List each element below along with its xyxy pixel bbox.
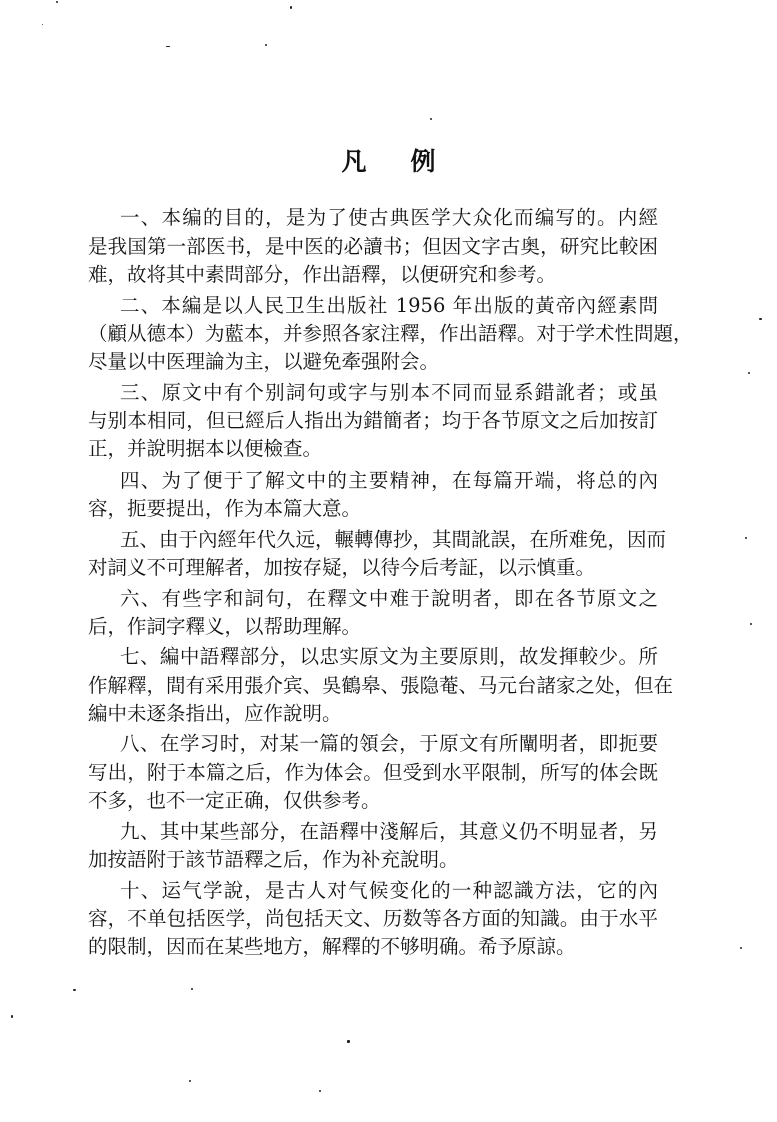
paragraph-line: 是我国第一部医书，是中医的必讀书；但因文字古奥，研究比較困 [88,235,658,258]
paragraph-line: 后，作詞字釋义，以帮助理解。 [88,615,362,638]
paragraph-line: 十、运气学說，是古人对气候变化的一种認識方法，它的內 [120,879,658,902]
paragraph-line: 容，扼要提出，作为本篇大意。 [88,497,362,520]
paragraph-line: 写出，附于本篇之后，作为体会。但受到水平限制，所写的体会既 [88,761,658,784]
paragraph-line: 五、由于內經年代久远，輾轉傳抄，其間訛誤，在所难免，因而 [120,528,667,551]
paragraph-line: 加按語附于該节語釋之后，作为补充說明。 [88,848,459,871]
page-title [0,142,777,178]
paragraph-line: 不多，也不一定正确，仅供参考。 [88,789,381,812]
paragraph-line: 三、原文中有个别詞句或字与别本不同而显系錯訛者；或虽 [120,381,658,404]
paragraph-line: 六、有些字和詞句，在釋文中难于說明者，即在各节原文之 [120,587,658,610]
title-char-1: 凡 [341,147,367,176]
title-char-2: 例 [410,147,436,176]
paragraph-line: 难，故将其中素問部分，作出語釋，以便研究和参考。 [88,263,557,286]
paragraph-line: 四、为了便于了解文中的主要精神，在每篇开端，将总的內 [120,469,658,492]
paragraph-line: 的限制，因而在某些地方，解釋的不够明确。希予原諒。 [88,935,576,958]
paragraph-line: 尽量以中医理論为主，以避免牽强附会。 [88,350,440,373]
paragraph-line: 容，不单包括医学，尚包括天文、历数等各方面的知識。由于水平 [88,907,658,930]
paragraph-line: 一、本编的目的，是为了使古典医学大众化而编写的。内經 [120,206,658,229]
paragraph-line: 九、其中某些部分，在語釋中淺解后，其意义仍不明显者，另 [120,820,658,843]
paragraph-line: 作解釋，間有采用張介宾、吳鶴皋、張隐菴、马元台諸家之处，但在 [88,674,674,697]
paragraph-line: 編中未逐条指出，应作說明。 [88,702,342,725]
paragraph-line: 与别本相同，但已經后人指出为錯簡者；均于各节原文之后加按訂 [88,409,658,432]
paragraph-line: 对詞义不可理解者，加按存疑，以待今后考証，以示慎重。 [88,556,596,579]
paragraph-line: 二、本編是以人民卫生出版社 1956 年出版的黃帝內經素問 [120,294,658,317]
paragraph-line: 正，并說明据本以便檢查。 [88,437,323,460]
paragraph-line: （顧从德本）为藍本，并参照各家注釋，作出語釋。对于学术性問題， [88,322,693,345]
paragraph-line: 八、在学习时，对某一篇的領会，于原文有所闡明者，即扼要 [120,732,658,755]
paragraph-line: 七、編中語釋部分，以忠实原文为主要原則，故发揮較少。所 [120,645,658,668]
